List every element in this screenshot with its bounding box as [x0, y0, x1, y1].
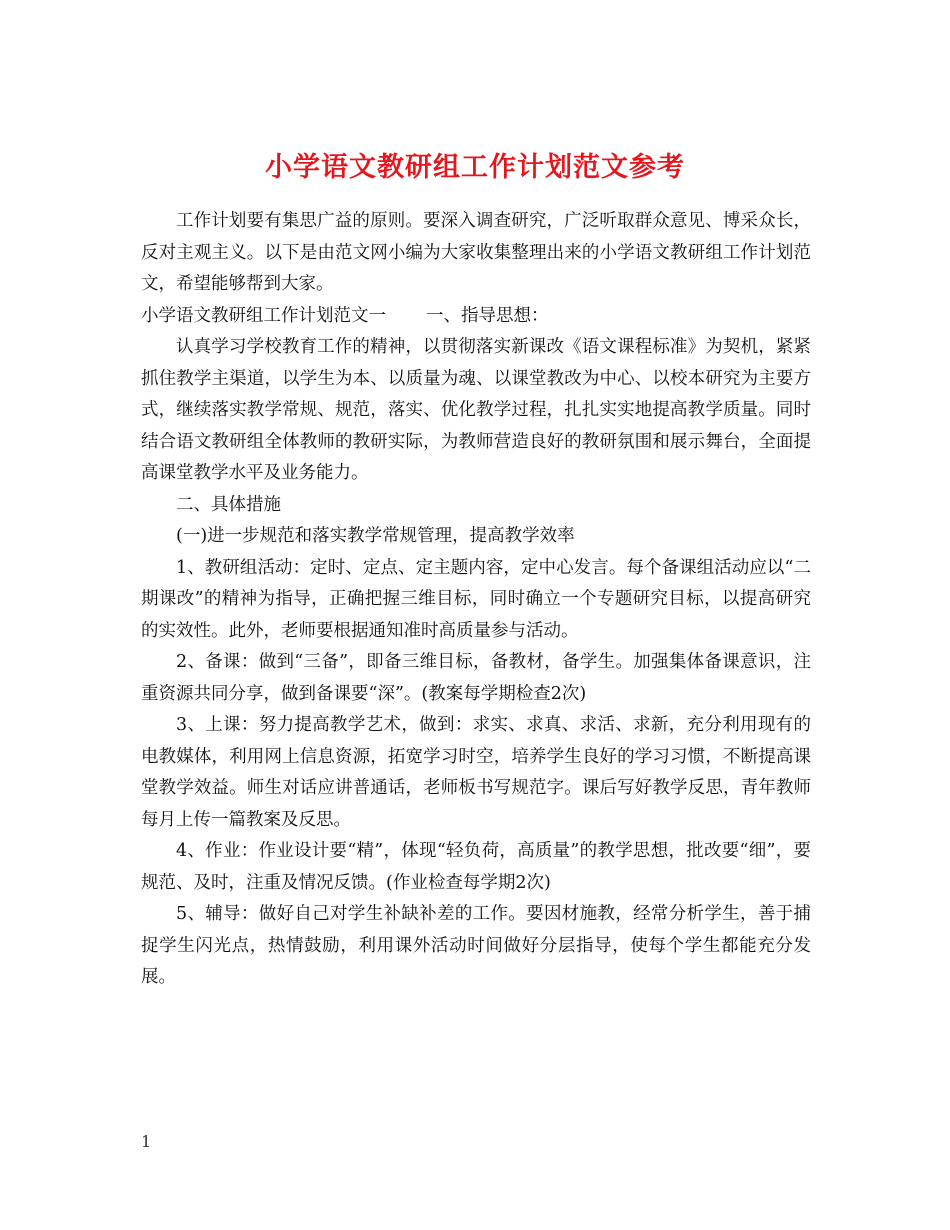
document-title: 小学语文教研组工作计划范文参考 — [265, 152, 685, 184]
guiding-ideology-paragraph: 认真学习学校教育工作的精神，以贯彻落实新课改《语文课程标准》为契机，紧紧抓住教学主渠道，以学生为本、以质量为魂、以课堂教改为中心、以校本研究为主要方式，继续落实教学常规、规范，落实、优化教学过程，扎扎实实地提高教学质量。同时结合语文教研组全体教师的教研实际，为教师营造良好的教研氛围和展示舞台，全面提高课堂教学水平及业务能力。 — [141, 337, 811, 483]
item-lesson-preparation: 2、备课：做到“三备”，即备三维目标，备教材，备学生。加强集体备课意识，注重资源共同分享，做到备课要“深”。(教案每学期检查2次) — [141, 652, 811, 704]
section-title: 小学语文教研组工作计划范文一 — [141, 305, 386, 326]
item-homework: 4、作业：作业设计要“精”，体现“轻负荷，高质量”的教学思想，批改要“细”，要规范、及时，注重及情况反馈。(作业检查每学期2次) — [141, 841, 811, 893]
section-heading-line — [141, 301, 811, 333]
item-tutoring: 5、辅导：做好自己对学生补缺补差的工作。要因材施教，经常分析学生，善于捕捉学生闪光点，热情鼓励，利用课外活动时间做好分层指导，使每个学生都能充分发展。 — [141, 904, 811, 987]
subheading-teaching-routine: (一)进一步规范和落实教学常规管理，提高教学效率 — [176, 526, 575, 546]
intro-paragraph: 工作计划要有集思广益的原则。要深入调查研究，广泛听取群众意见、博采众长，反对主观主义。以下是由范文网小编为大家收集整理出来的小学语文教研组工作计划范文，希望能够帮到大家。 — [141, 211, 811, 294]
measures-heading: 二、具体措施 — [176, 494, 281, 515]
item-classroom-teaching: 3、上课：努力提高教学艺术，做到：求实、求真、求活、求新，充分利用现有的电教媒体，利用网上信息资源，拓宽学习时空，培养学生良好的学习习惯，不断提高课堂教学效益。师生对话应讲普通话，老师板书写规范字。课后写好教学反思，青年教师每月上传一篇教案及反思。 — [141, 715, 811, 830]
guiding-ideology-heading: 一、指导思想： — [426, 305, 549, 326]
document-body — [141, 206, 811, 994]
item-teaching-research-activity: 1、教研组活动：定时、定点、定主题内容，定中心发言。每个备课组活动应以“二期课改”的精神为指导，正确把握三维目标，同时确立一个专题研究目标，以提高研究的实效性。此外，老师要根据通知准时高质量参与活动。 — [141, 557, 811, 641]
page-number: 1 — [141, 1132, 152, 1151]
